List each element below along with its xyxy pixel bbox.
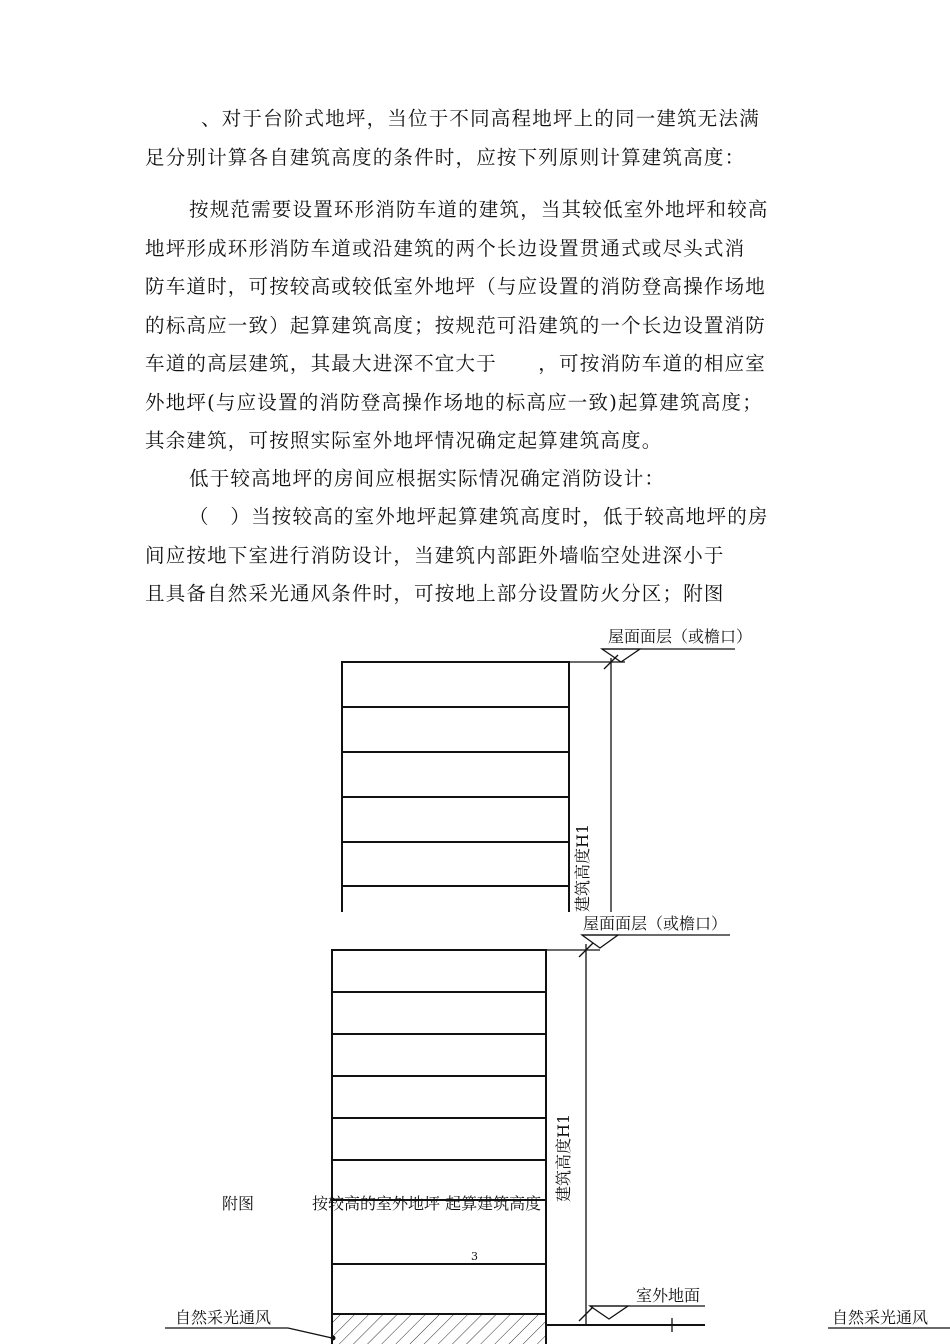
figure-2-building bbox=[332, 950, 546, 1344]
building-outline-2 bbox=[332, 950, 546, 1344]
fig2-height-label-box bbox=[553, 1082, 575, 1202]
figure-1-building bbox=[342, 662, 569, 912]
ground-label: 室外地面 bbox=[636, 1286, 701, 1305]
vent-left-label: 自然采光通风 bbox=[175, 1308, 272, 1327]
fig1-height-label: 建筑高度H1 bbox=[573, 823, 592, 912]
building-outline-1 bbox=[342, 662, 569, 912]
ground-level-marker bbox=[590, 1306, 628, 1319]
text-line: （ ）当按较高的室外地坪起算建筑高度时，低于较高地坪的房 bbox=[189, 505, 769, 528]
text-line: 地坪形成环形消防车道或沿建筑的两个长边设置贯通式或尽头式消 bbox=[145, 236, 746, 260]
fig2-height-label: 建筑高度H1 bbox=[554, 1113, 573, 1202]
level-marker bbox=[582, 935, 618, 948]
fig1-roof-label: 屋面面层（或檐口） bbox=[608, 627, 753, 646]
fig1-height-label-clip bbox=[572, 758, 594, 912]
level-marker bbox=[602, 649, 640, 662]
text-line: 且具备自然采光通风条件时，可按地上部分设置防火分区；附图 bbox=[145, 582, 725, 605]
caption-prefix: 附图 bbox=[222, 1194, 255, 1213]
text-line: 低于较高地坪的房间应根据实际情况确定消防设计： bbox=[189, 467, 666, 490]
text-line: 足分别计算各自建筑高度的条件时，应按下列原则计算建筑高度： bbox=[145, 145, 746, 169]
text-line: 外地坪(与应设置的消防登高操作场地的标高应一致)起算建筑高度； bbox=[145, 390, 763, 414]
text-line: 、对于台阶式地坪，当位于不同高程地坪上的同一建筑无法满 bbox=[201, 107, 760, 130]
vent-left-pointer bbox=[288, 1328, 332, 1338]
text-line: 其余建筑，可按照实际室外地坪情况确定起算建筑高度。 bbox=[145, 429, 663, 452]
vent-right-label: 自然采光通风 bbox=[832, 1308, 929, 1327]
text-line: 按规范需要设置环形消防车道的建筑，当其较低室外地坪和较高 bbox=[189, 198, 769, 221]
fig2-roof-label: 屋面面层（或檐口） bbox=[583, 914, 728, 933]
text-line: 的标高应一致）起算建筑高度；按规范可沿建筑的一个长边设置消防 bbox=[145, 313, 767, 337]
caption-text: 按较高的室外地坪 起算建筑高度 bbox=[312, 1194, 542, 1213]
text-line: 间应按地下室进行消防设计，当建筑内部距外墙临空处进深小于 bbox=[145, 543, 725, 567]
basement-hatch bbox=[333, 1315, 545, 1344]
text-line: 防车道时，可按较高或较低室外地坪（与应设置的消防登高操作场地 bbox=[145, 275, 767, 298]
page-number: 3 bbox=[471, 1250, 478, 1263]
text-line: 车道的高层建筑，其最大进深不宜大于 ，可按消防车道的相应室 bbox=[145, 352, 767, 375]
vent-left-dot bbox=[331, 1336, 336, 1341]
